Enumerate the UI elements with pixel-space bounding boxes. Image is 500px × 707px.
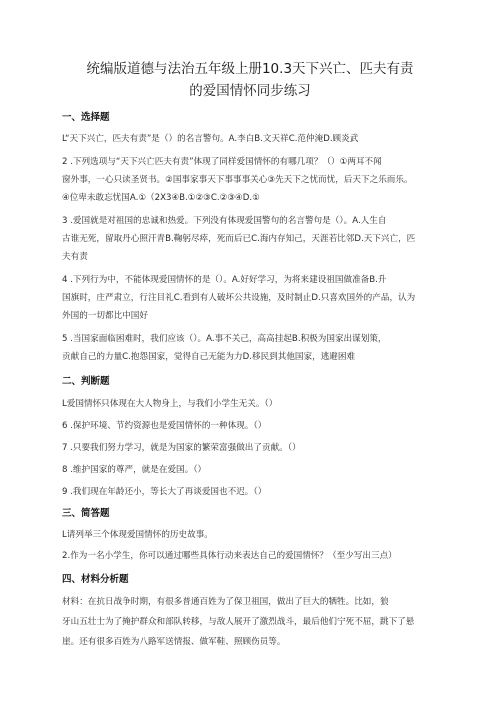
question-3-line-2: 古谁无死，留取丹心照汗青B.鞠躬尽瘁，死而后已C.海内存知己，天涯若比邻D.天下兴亡，匹	[62, 234, 416, 244]
short-answer-1: L请列举三个体现爱国情怀的历史故事。	[62, 530, 213, 540]
material-line-3: 崖。还有很多百姓为八路军送情报、做军鞋、照顾伤员等。	[62, 637, 286, 647]
judgement-7: 7 .只要我们努力学习，就是为国家的繁荣富强做出了贡献。（）	[62, 443, 301, 453]
document-title-line-1: 统编版道德与法治五年级上册10.3天下兴亡、匹夫有责	[86, 61, 414, 77]
judgement-9: 9 .我们现在年龄还小，等长大了再谈爱国也不迟。（）	[62, 487, 267, 497]
judgement-1: L爱国情怀只体现在大人物身上，与我们小学生无关。（）	[62, 399, 278, 409]
document-title-line-2: 的爱国情怀同步练习	[189, 83, 311, 99]
short-answer-2: 2.作为一名小学生，你可以通过哪些具体行动来表达自己的爱国情怀？（至少写出三点）	[62, 551, 397, 561]
section-heading-choice: 一、选择题	[62, 112, 110, 123]
question-4-line-2: 国旗时，庄严肃立，行注目礼C.看到有人破坏公共设施，及时制止D.只喜欢国外的产品，认为	[62, 293, 416, 303]
question-1: L“天下兴亡，匹夫有责”是（）的名言警句。A.李白B.文天祥C.范仲淹D.顾炎武	[62, 134, 359, 144]
section-heading-true-false: 二、判断题	[62, 376, 110, 387]
question-4-line-3: 外国的一切都比中国好	[62, 311, 148, 321]
question-2-line-1: 2 .下列选项与“天下兴亡匹夫有责”体现了同样爱国情怀的有哪几项？（）①两耳不闻	[62, 157, 382, 167]
question-2-line-2: 窗外事，一心只读圣贤书。②国事家事天下事事事关心③先天下之忧而忧，后天下之乐而乐。	[62, 175, 413, 185]
question-2-line-3: ④位卑未敢忘忧国A.①（2X3④B.①②③C.②③④D.①	[62, 193, 260, 203]
judgement-6: 6 .保护环境、节约资源也是爱国情怀的一种体现。（）	[62, 421, 267, 431]
question-5-line-1: 5 .当国家面临困难时，我们应该（）。A.事不关己，高高挂起B.积极为国家出谋划策，	[62, 334, 387, 344]
section-heading-short-answer: 三、简答题	[62, 508, 110, 519]
question-5-line-2: 贡献自己的力量C.抱怨国家，觉得自己无能为力D.移民到其他国家，逃避困难	[62, 352, 356, 362]
material-line-1: 材料：在抗日战争时期，有很多普通百姓为了保卫祖国，做出了巨大的牺牲。比如，狼	[62, 597, 389, 607]
judgement-8: 8 .维护国家的尊严，就是在爱国。（）	[62, 465, 207, 475]
material-line-2: 牙山五壮士为了掩护群众和部队转移，与敌人展开了激烈战斗，最后他们宁死不屈，跳下了悬	[62, 617, 415, 627]
section-heading-material-analysis: 四、材料分析题	[62, 574, 129, 585]
question-3-line-1: 3 .爱国就是对祖国的忠诚和热爱。下列没有体现爱国警句的名言警句是（）。A.人生自	[62, 216, 387, 226]
question-4-line-1: 4 .下列行为中，不能体现爱国情怀的是（）。A.好好学习，为将来建设祖国做准备B.升	[62, 275, 387, 285]
question-3-line-3: 夫有责	[62, 252, 88, 262]
